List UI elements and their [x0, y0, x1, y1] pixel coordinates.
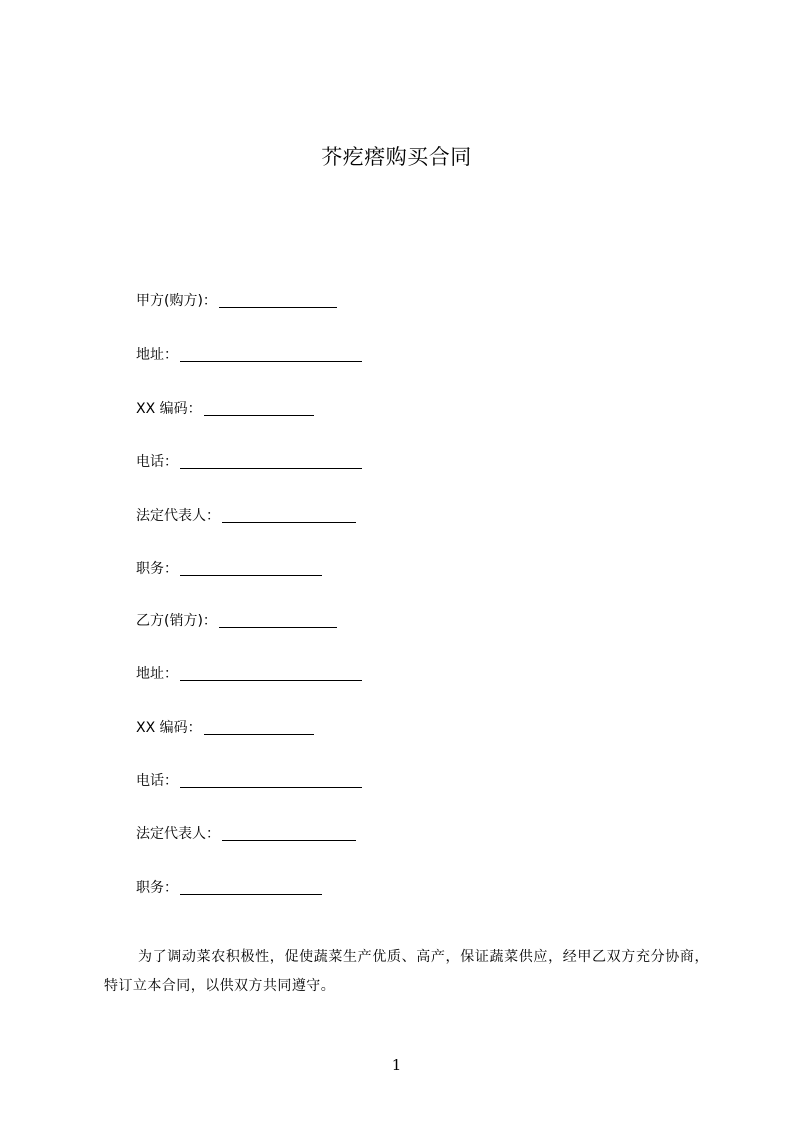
party-a-phone-blank	[180, 451, 362, 469]
party-b-phone-field	[136, 770, 362, 792]
party-a-address-label: 地址：	[136, 347, 178, 363]
party-a-legal-rep-blank	[222, 505, 356, 523]
party-b-address-label: 地址：	[136, 666, 178, 682]
party-b-address-blank	[180, 663, 362, 681]
party-a-heading-field	[136, 290, 337, 312]
party-b-phone-blank	[180, 770, 362, 788]
party-b-phone-label: 电话：	[136, 773, 178, 789]
party-a-address-blank	[180, 344, 362, 362]
page-number: 1	[391, 1056, 402, 1074]
document-title: 芥疙瘩购买合同	[321, 145, 472, 169]
party-a-postcode-blank	[204, 398, 314, 416]
party-a-position-blank	[180, 558, 322, 576]
party-b-postcode-label: XX 编码：	[136, 720, 202, 736]
party-b-address-field	[136, 663, 362, 685]
party-b-postcode-blank	[204, 717, 314, 735]
party-b-name-blank	[219, 610, 337, 628]
party-b-heading-label: 乙方(销方)：	[136, 613, 217, 629]
party-b-postcode-field	[136, 717, 314, 739]
party-b-position-field	[136, 877, 322, 899]
party-a-heading-label: 甲方(购方)：	[136, 293, 217, 309]
party-b-position-label: 职务：	[136, 880, 178, 896]
party-a-phone-field	[136, 451, 362, 473]
party-a-phone-label: 电话：	[136, 454, 178, 470]
party-a-legal-rep-field	[136, 505, 356, 527]
party-a-position-label: 职务：	[136, 561, 178, 577]
party-a-postcode-field	[136, 398, 314, 420]
party-a-name-blank	[219, 290, 337, 308]
party-a-postcode-label: XX 编码：	[136, 401, 202, 417]
party-b-heading-field	[136, 610, 337, 632]
party-a-position-field	[136, 558, 322, 580]
party-a-address-field	[136, 344, 362, 366]
party-b-position-blank	[180, 877, 322, 895]
intro-paragraph: 为了调动菜农积极性，促使蔬菜生产优质、高产，保证蔬菜供应，经甲乙双方充分协商，特订立本合同，以供双方共同遵守。	[104, 949, 709, 994]
party-a-legal-rep-label: 法定代表人：	[136, 508, 220, 524]
party-b-legal-rep-field	[136, 823, 356, 845]
party-b-legal-rep-blank	[222, 823, 356, 841]
party-b-legal-rep-label: 法定代表人：	[136, 826, 220, 842]
